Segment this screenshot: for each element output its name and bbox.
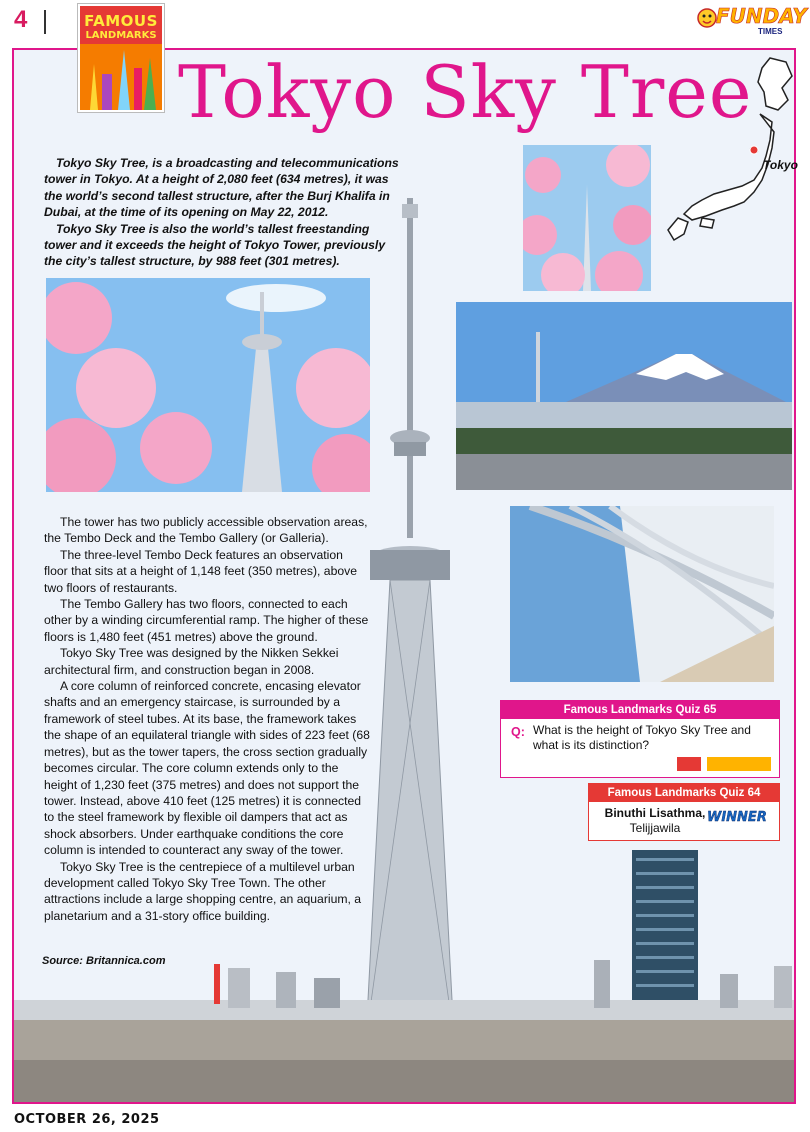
landmarks-silhouette-icon bbox=[80, 44, 162, 110]
mascot-icon bbox=[696, 6, 718, 32]
photo-mount-fuji-skyline bbox=[456, 302, 792, 490]
famous-landmarks-logo bbox=[78, 4, 164, 112]
japan-map-icon bbox=[662, 52, 798, 252]
body-text bbox=[44, 514, 370, 924]
question-marker: Q: bbox=[511, 725, 525, 739]
winner-name: Binuthi Lisathma, bbox=[604, 806, 706, 820]
brand-sub: TIMES bbox=[758, 27, 783, 36]
intro-text bbox=[44, 155, 404, 270]
photo-blossom-tower-small bbox=[523, 145, 651, 291]
body-paragraph: Tokyo Sky Tree was designed by the Nikken Sekkei architectural firm, and construction began in 2008. bbox=[44, 646, 339, 677]
quiz-65-heading: Famous Landmarks Quiz 65 bbox=[501, 701, 779, 719]
body-paragraph: The tower has two publicly accessible observation areas, the Tembo Deck and the Tembo Gallery (or Galleria). bbox=[44, 515, 368, 546]
quiz-65-box bbox=[500, 700, 780, 778]
photo-tembo-gallery bbox=[510, 506, 774, 682]
map-city-label: Tokyo bbox=[763, 158, 798, 172]
header-divider bbox=[44, 10, 46, 34]
body-paragraph: A core column of reinforced concrete, encasing elevator shafts and an emergency staircase, is surrounded by a framework of steel tubes. At its base, the framework takes the shape of an equilateral triangle with sides of 223 feet (68 metres), but as the tower tapers, the cross section gradually becomes circular. The core column extends only to the height of 1,230 feet (375 metres) and does not support the tower. Instead, above 410 feet (125 metres) it is connected to the steel framework by flexible oil dampers that act as shock absorbers. Under earthquake conditions the core column is intended to counteract any sway of the tower. bbox=[44, 679, 370, 858]
city-skyline-image bbox=[14, 960, 794, 1102]
winner-badge: WINNER bbox=[707, 810, 767, 825]
logo-line-1: FAMOUS bbox=[84, 12, 158, 30]
quiz-64-heading: Famous Landmarks Quiz 64 bbox=[589, 784, 779, 802]
quiz-question: What is the height of Tokyo Sky Tree and what is its distinction? bbox=[533, 723, 751, 752]
source-credit: Source: Britannica.com bbox=[42, 955, 166, 967]
body-paragraph: The Tembo Gallery has two floors, connected to each other by a winding circumferential ramp. The higher of these floors is 1,480 feet (451 metres) above the ground. bbox=[44, 597, 369, 644]
quiz-64-box bbox=[588, 783, 780, 841]
brand-name: FUNDAY bbox=[716, 4, 807, 28]
intro-paragraph: Tokyo Sky Tree, is a broadcasting and telecommunications tower in Tokyo. At a height of 2,080 feet (634 metres), it was the world’s second tallest structure, after the Burj Khalifa in Dubai, at the time of its opening on May 22, 2012. bbox=[44, 156, 399, 220]
issue-date: OCTOBER 26, 2025 bbox=[14, 1112, 160, 1127]
article-title: Tokyo Sky Tree bbox=[178, 50, 753, 134]
quiz-brand-icons bbox=[677, 755, 773, 773]
photo-blossom-tower-large bbox=[46, 278, 370, 492]
winner-town: Telijjawila bbox=[629, 821, 681, 835]
body-paragraph: Tokyo Sky Tree is the centrepiece of a multilevel urban development called Tokyo Sky Tree Town. The other attractions include a large shopping centre, an aquarium, a planetarium and a 31-story office building. bbox=[44, 859, 362, 923]
intro-paragraph: Tokyo Sky Tree is also the world’s tallest freestanding tower and it exceeds the height of Tokyo Tower, previously the city’s tallest structure, by 988 feet (301 metres). bbox=[44, 221, 386, 269]
funday-times-logo bbox=[696, 2, 806, 40]
body-paragraph: The three-level Tembo Deck features an observation floor that sits at a height of 1,148 feet (350 metres), above two floors of restaurants. bbox=[44, 547, 357, 595]
sky-tree-tower-image bbox=[360, 198, 460, 1038]
page-number: 4 bbox=[14, 6, 28, 33]
logo-line-2: LANDMARKS bbox=[85, 30, 157, 41]
